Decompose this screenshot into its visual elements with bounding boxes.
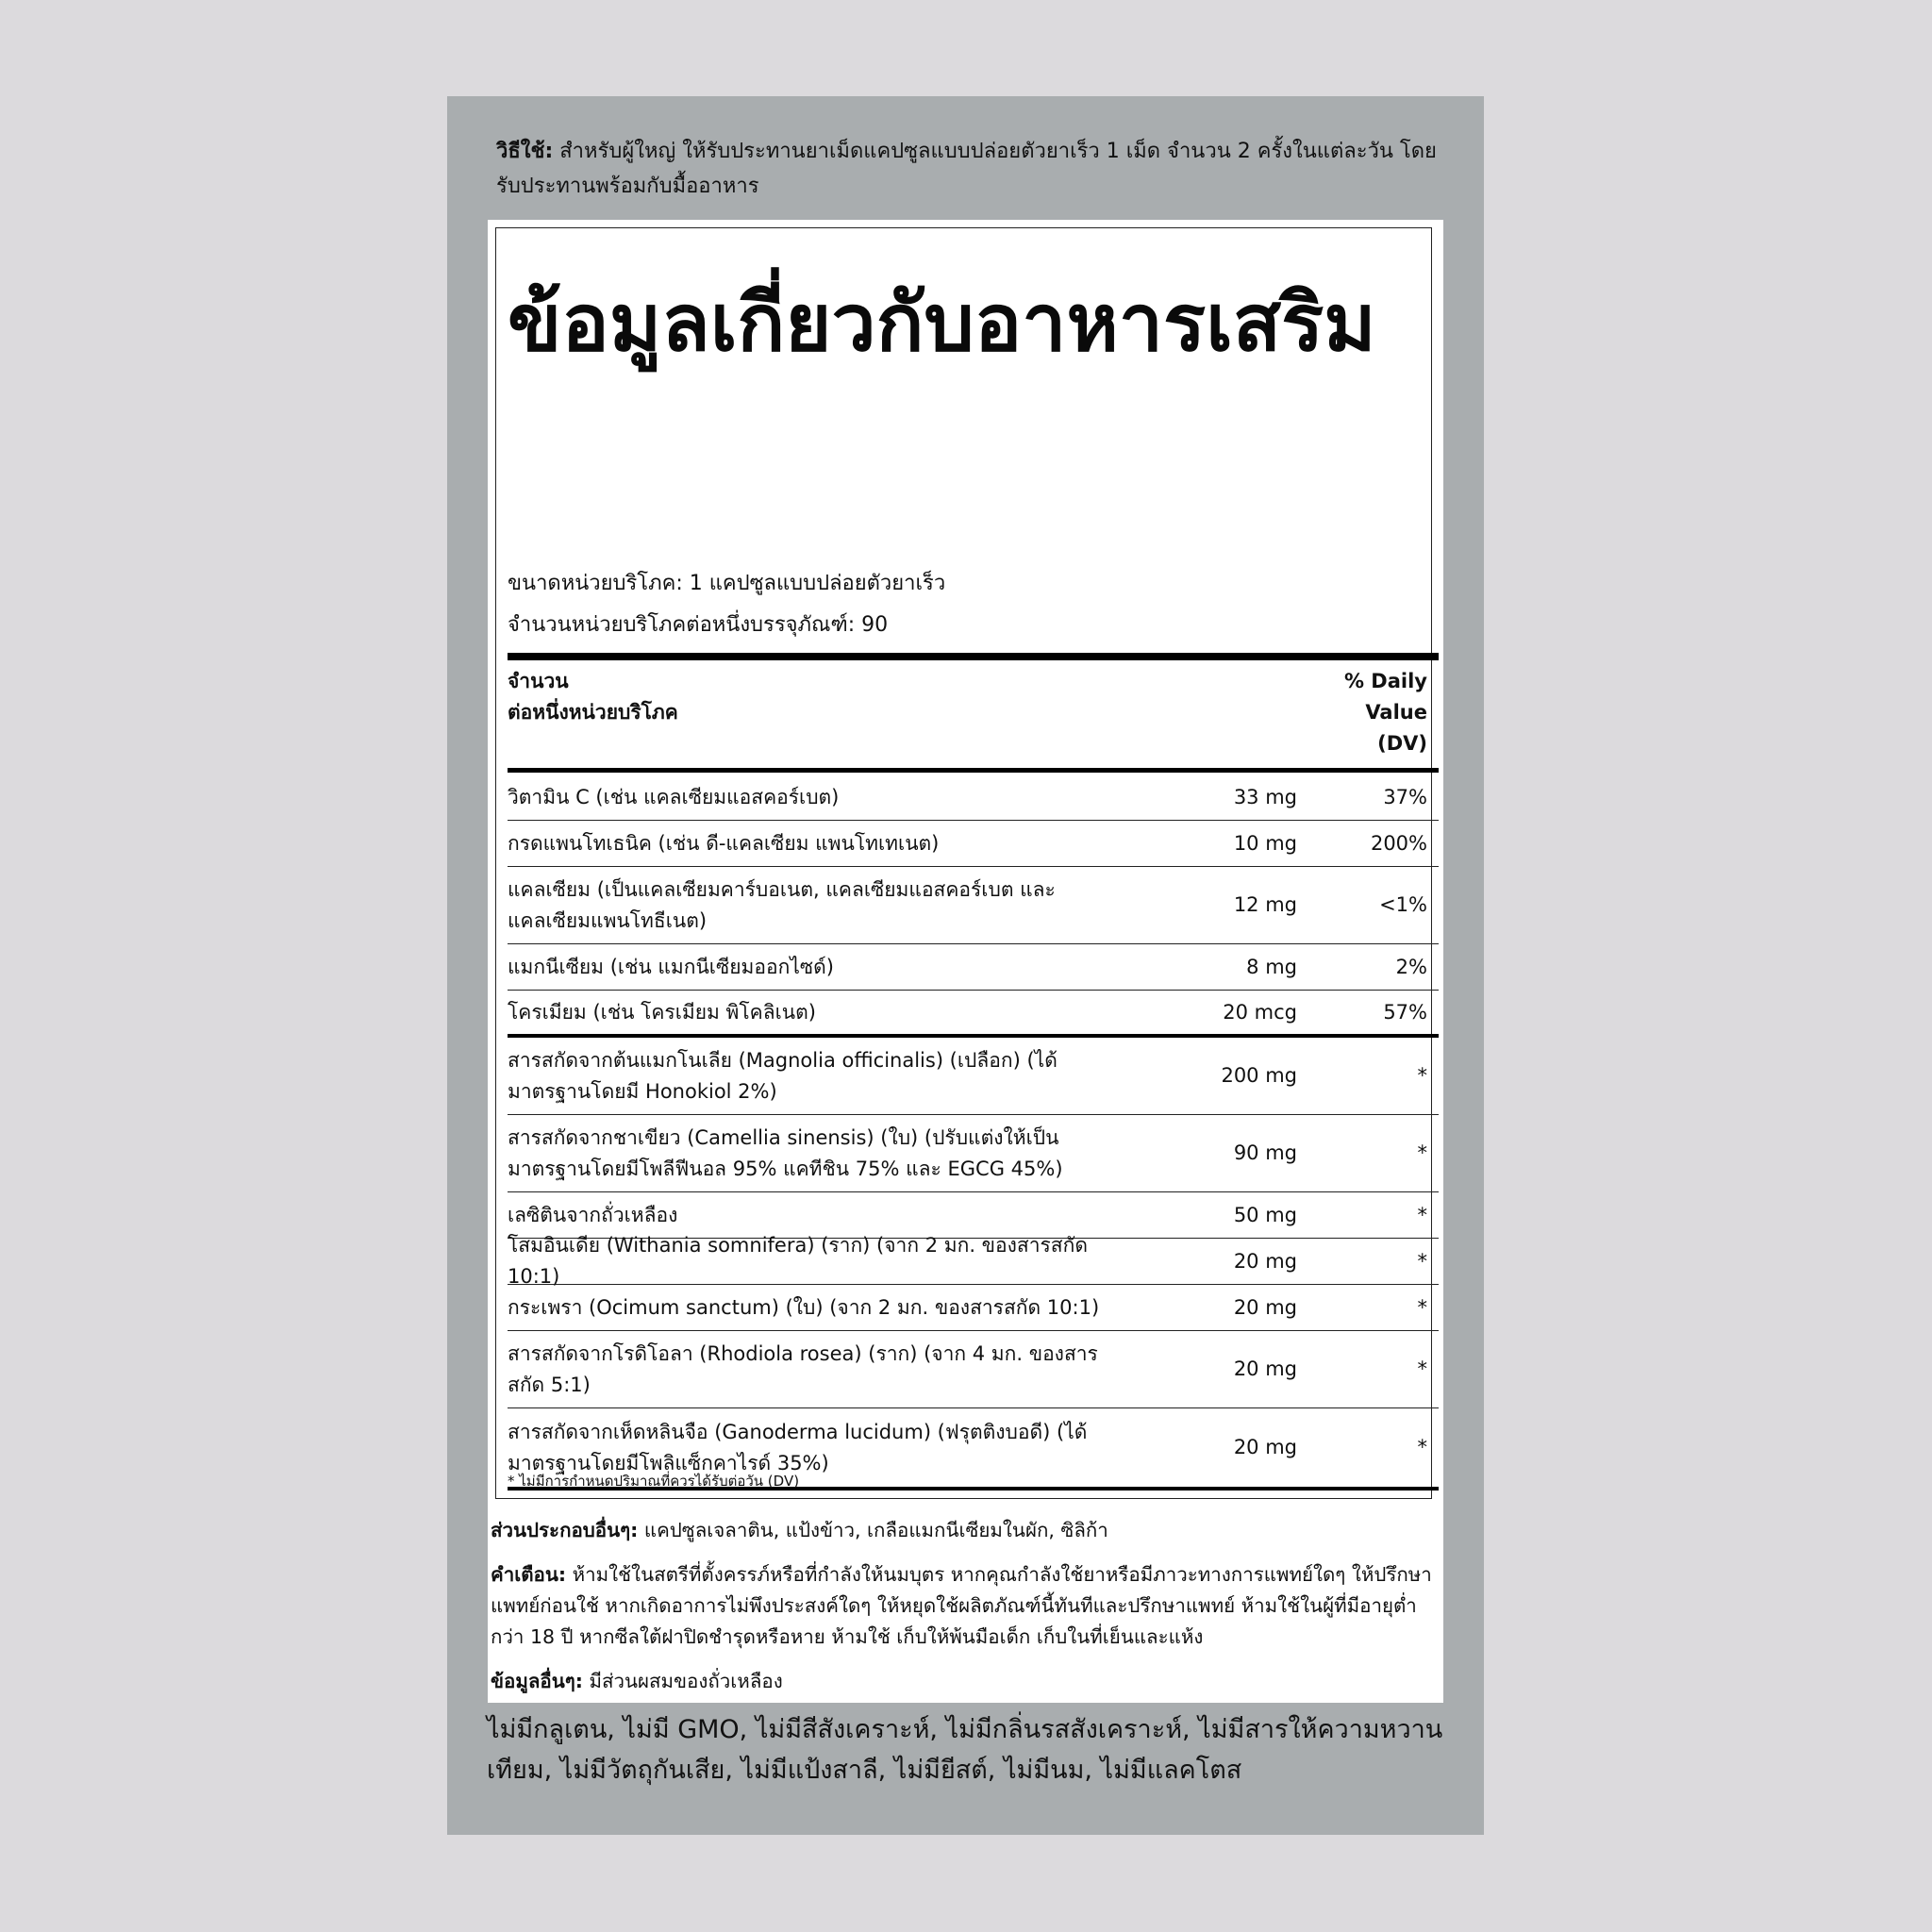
nutrient-row [508, 944, 1439, 991]
thick-rule-top [508, 653, 1439, 660]
nutrient-row [508, 1285, 1439, 1331]
other-info-label: ข้อมูลอื่นๆ: [491, 1670, 583, 1692]
header-right-line-1: % Daily [1343, 670, 1427, 692]
daily-value-header [1344, 666, 1427, 759]
nutrient-amount: 12 mg [1233, 893, 1297, 916]
nutrient-dv: * [1417, 1295, 1427, 1319]
supplement-facts-box [495, 227, 1432, 1499]
nutrient-amount: 50 mg [1233, 1203, 1297, 1226]
dv-footnote: * ไม่มีการกำหนดปริมาณที่ควรได้รับต่อวัน (DV) [508, 1473, 800, 1490]
nutrient-amount: 33 mg [1233, 786, 1297, 808]
nutrient-amount: 10 mg [1233, 831, 1297, 855]
warning-text: ห้ามใช้ในสตรีที่ตั้งครรภ์หรือที่กำลังให้นมบุตร หากคุณกำลังใช้ยาหรือมีภาวะทางการแพทย์ใดๆ ให้ปรึกษาแพทย์ก่อนใช้ หากเกิดอาการไม่พึงประสงค์ใดๆ ให้หยุดใช้ผลิตภัณฑ์นี้ทันทีและปรึกษาแพทย์ ห้ามใช้ในผู้ที่มีอายุต่ำกว่า 18 ปี หากซีลใต้ฝาปิดชำรุดหรือหาย ห้ามใช้ เก็บให้พ้นมือเด็ก เก็บในที่เย็นและแห้ง [491, 1563, 1432, 1648]
nutrient-row [508, 775, 1439, 821]
nutrient-amount: 200 mg [1221, 1064, 1297, 1087]
supplement-label-panel [447, 96, 1484, 1835]
nutrient-row [508, 1331, 1439, 1408]
nutrient-name: สารสกัดจากชาเขียว (Camellia sinensis) (ใบ) (ปรับแต่งให้เป็นมาตรฐานโดยมีโพลีฟีนอล 95% แคทีชิน 75% และ EGCG 45%) [508, 1125, 1063, 1180]
nutrient-row [508, 1038, 1439, 1115]
nutrient-dv: 57% [1383, 1000, 1427, 1024]
amount-per-serving-header [508, 666, 678, 728]
free-from-claims: ไม่มีกลูเตน, ไม่มี GMO, ไม่มีสีสังเคราะห์, ไม่มีกลิ่นรสสังเคราะห์, ไม่มีสารให้ความหวานเทียม, ไม่มีวัตถุกันเสีย, ไม่มีแป้งสาลี, ไม่มียีสต์, ไม่มีนม, ไม่มีแลคโตส [487, 1715, 1443, 1785]
nutrient-dv: * [1417, 1249, 1427, 1273]
header-left-line-1: จำนวน [508, 670, 569, 692]
other-info-text: มีส่วนผสมของถั่วเหลือง [582, 1670, 783, 1692]
nutrient-name: กรดแพนโทเธนิค (เช่น ดี-แคลเซียม แพนโทเทเนต) [508, 831, 940, 855]
other-ingredients-label: ส่วนประกอบอื่นๆ: [491, 1519, 639, 1541]
nutrient-name: วิตามิน C (เช่น แคลเซียมแอสคอร์เบต) [508, 786, 840, 808]
nutrient-row [508, 1115, 1439, 1192]
nutrient-dv: * [1417, 1357, 1427, 1380]
nutrient-name: เลซิตินจากถั่วเหลือง [508, 1203, 678, 1226]
other-info [491, 1666, 1434, 1697]
nutrient-row [508, 821, 1439, 867]
other-ingredients-text: แคปซูลเจลาติน, แป้งข้าว, เกลือแมกนีเซียมในผัก, ซิลิก้า [638, 1519, 1108, 1541]
nutrient-dv: 2% [1395, 955, 1427, 978]
directions-body: สำหรับผู้ใหญ่ ให้รับประทานยาเม็ดแคปซูลแบบปล่อยตัวยาเร็ว 1 เม็ด จำนวน 2 ครั้งในแต่ละวัน โดยรับประทานพร้อมกับมื้ออาหาร [496, 140, 1437, 198]
nutrient-amount: 20 mg [1233, 1295, 1297, 1319]
label-white-area [488, 220, 1443, 1703]
header-right-line-2: Value [1365, 701, 1427, 724]
warning-label: คำเตือน: [491, 1563, 567, 1586]
other-ingredients [491, 1515, 1434, 1546]
nutrient-name: โสมอินเดีย (Withania somnifera) (ราก) (จาก 2 มก. ของสารสกัด 10:1) [508, 1234, 1088, 1288]
header-right-line-3: (DV) [1377, 732, 1427, 755]
nutrient-name: แคลเซียม (เป็นแคลเซียมคาร์บอเนต, แคลเซียมแอสคอร์เบต และแคลเซียมแพนโทธีเนต) [508, 877, 1056, 932]
nutrient-row [508, 1234, 1439, 1288]
nutrient-dv: <1% [1379, 893, 1427, 916]
servings-per-container: จำนวนหน่วยบริโภคต่อหนึ่งบรรจุภัณฑ์: 90 [508, 613, 889, 637]
nutrient-amount: 20 mg [1233, 1249, 1297, 1273]
nutrient-row [508, 867, 1439, 944]
nutrient-dv: * [1417, 1436, 1427, 1458]
header-left-line-2: ต่อหนึ่งหน่วยบริโภค [508, 701, 678, 724]
nutrient-name: โครเมียม (เช่น โครเมียม พิโคลิเนต) [508, 1000, 816, 1024]
nutrient-amount: 20 mg [1233, 1357, 1297, 1380]
nutrient-amount: 20 mcg [1223, 1000, 1297, 1024]
nutrient-dv: 200% [1370, 831, 1427, 855]
nutrient-dv: * [1417, 1064, 1427, 1087]
directions-label: วิธีใช้: [496, 140, 554, 163]
nutrient-amount: 20 mg [1233, 1436, 1297, 1458]
nutrient-dv: * [1417, 1203, 1427, 1226]
warning [491, 1559, 1434, 1653]
nutrient-dv: * [1417, 1141, 1427, 1164]
serving-size: ขนาดหน่วยบริโภค: 1 แคปซูลแบบปล่อยตัวยาเร็ว [508, 572, 946, 595]
nutrient-dv: 37% [1383, 786, 1427, 808]
nutrient-name: สารสกัดจากเห็ดหลินจือ (Ganoderma lucidum) (ฟรุตติงบอดี) (ได้มาตรฐานโดยมีโพลิแซ็กคาไรด์ 35%) [508, 1420, 1088, 1474]
facts-title: ข้อมูลเกี่ยวกับอาหารเสริม [508, 276, 1376, 369]
nutrient-name: กระเพรา (Ocimum sanctum) (ใบ) (จาก 2 มก. ของสารสกัด 10:1) [508, 1295, 1100, 1319]
nutrient-name: สารสกัดจากต้นแมกโนเลีย (Magnolia officinalis) (เปลือก) (ได้มาตรฐานโดยมี Honokiol 2%) [508, 1048, 1058, 1103]
directions-text [496, 134, 1440, 204]
nutrient-name: สารสกัดจากโรดิโอลา (Rhodiola rosea) (ราก) (จาก 4 มก. ของสารสกัด 5:1) [508, 1341, 1098, 1396]
thick-rule-header [508, 768, 1439, 773]
nutrient-amount: 90 mg [1233, 1141, 1297, 1164]
nutrient-row [508, 991, 1439, 1038]
nutrient-amount: 8 mg [1246, 955, 1297, 978]
nutrient-name: แมกนีเซียม (เช่น แมกนีเซียมออกไซด์) [508, 955, 834, 978]
